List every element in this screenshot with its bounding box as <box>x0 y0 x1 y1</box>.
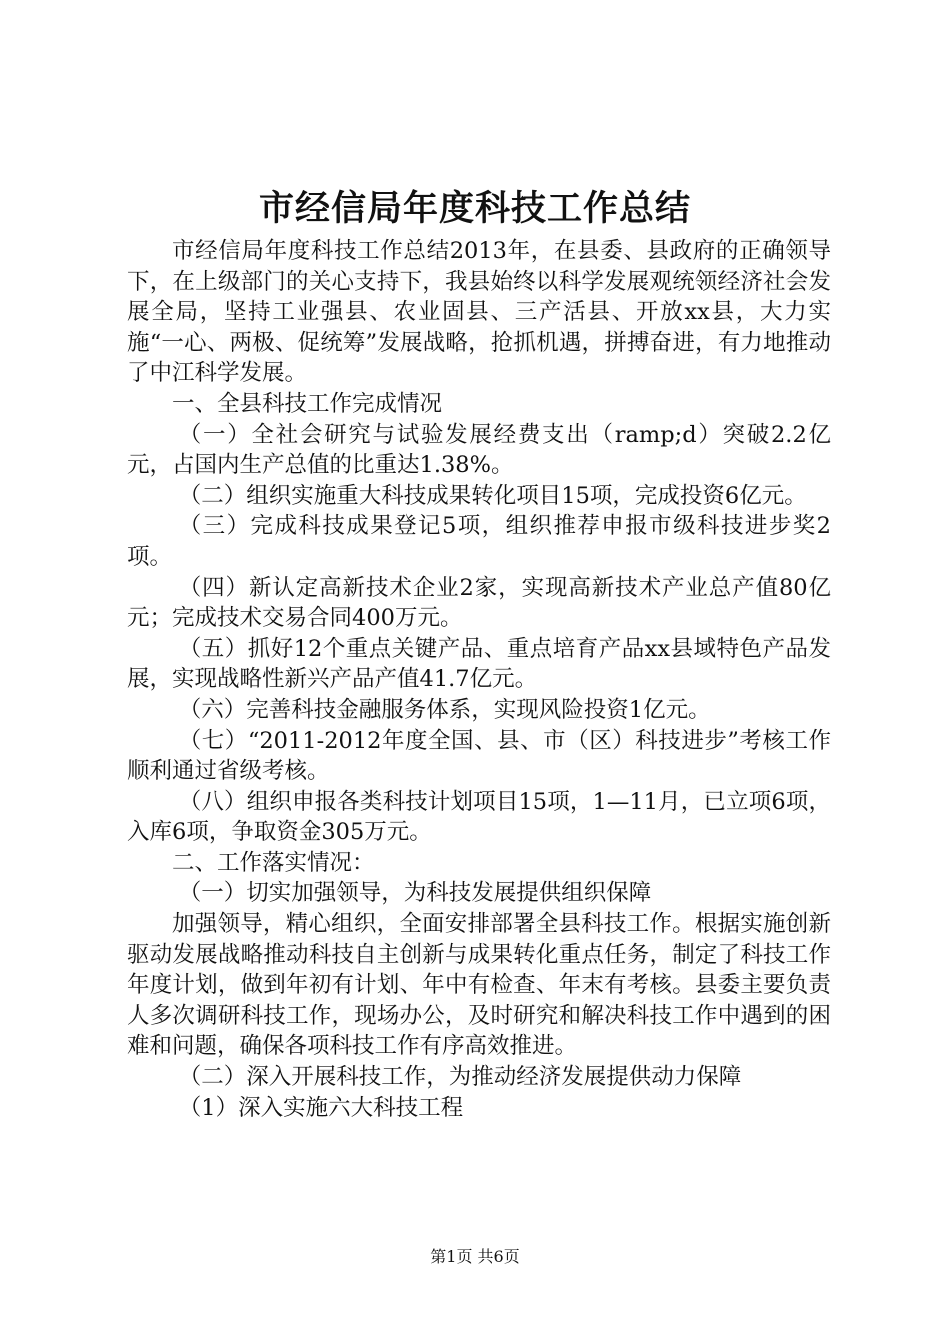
section-heading-2: 二、工作落实情况： <box>172 849 375 876</box>
document-title: 市经信局年度科技工作总结 <box>258 188 691 229</box>
list-item-7: （七）“2011-2012年度全国、县、市（区）科技进步”考核工作顺利通过省级考核。 <box>127 727 831 785</box>
page-footer: 第1页 共6页 <box>430 1247 520 1266</box>
list-item-1: （一）全社会研究与试验发展经费支出（ramp;d）突破2.2亿元，占国内生产总值的比重达1.38%。 <box>127 421 831 479</box>
list-item-6: （六）完善科技金融服务体系，实现风险投资1亿元。 <box>178 696 711 723</box>
subsection-heading-1: （一）切实加强领导，为科技发展提供组织保障 <box>178 880 652 907</box>
document-body <box>127 236 831 1123</box>
list-item-3: （三）完成科技成果登记5项，组织推荐申报市级科技进步奖2项。 <box>127 513 831 570</box>
paragraph-intro: 市经信局年度科技工作总结2013年，在县委、县政府的正确领导下，在上级部门的关心支持下，我县始终以科学发展观统领经济社会发展全局，坚持工业强县、农业固县、三产活县、开放xx县，大力实施“一心、两极、促统筹”发展战略，抢抓机遇，拼搏奋进，有力地推动了中江科学发展。 <box>127 238 831 387</box>
sub-item-1: （1）深入实施六大科技工程 <box>178 1094 464 1121</box>
paragraph-leadership: 加强领导，精心组织，全面安排部署全县科技工作。根据实施创新驱动发展战略推动科技自主创新与成果转化重点任务，制定了科技工作年度计划，做到年初有计划、年中有检查、年末有考核。县委主要负责人多次调研科技工作，现场办公，及时研究和解决科技工作中遇到的困难和问题，确保各项科技工作有序高效推进。 <box>127 911 831 1060</box>
list-item-2: （二）组织实施重大科技成果转化项目15项，完成投资6亿元。 <box>178 482 807 509</box>
section-heading-1: 一、全县科技工作完成情况 <box>172 390 443 417</box>
subsection-heading-2: （二）深入开展科技工作，为推动经济发展提供动力保障 <box>178 1064 742 1091</box>
list-item-8: （八）组织申报各类科技计划项目15项，1—11月，已立项6项，入库6项，争取资金305万元。 <box>127 788 831 846</box>
list-item-4: （四）新认定高新技术企业2家，实现高新技术产业总产值80亿元；完成技术交易合同400万元。 <box>127 574 831 632</box>
list-item-5: （五）抓好12个重点关键产品、重点培育产品xx县域特色产品发展，实现战略性新兴产品产值41.7亿元。 <box>127 635 831 693</box>
